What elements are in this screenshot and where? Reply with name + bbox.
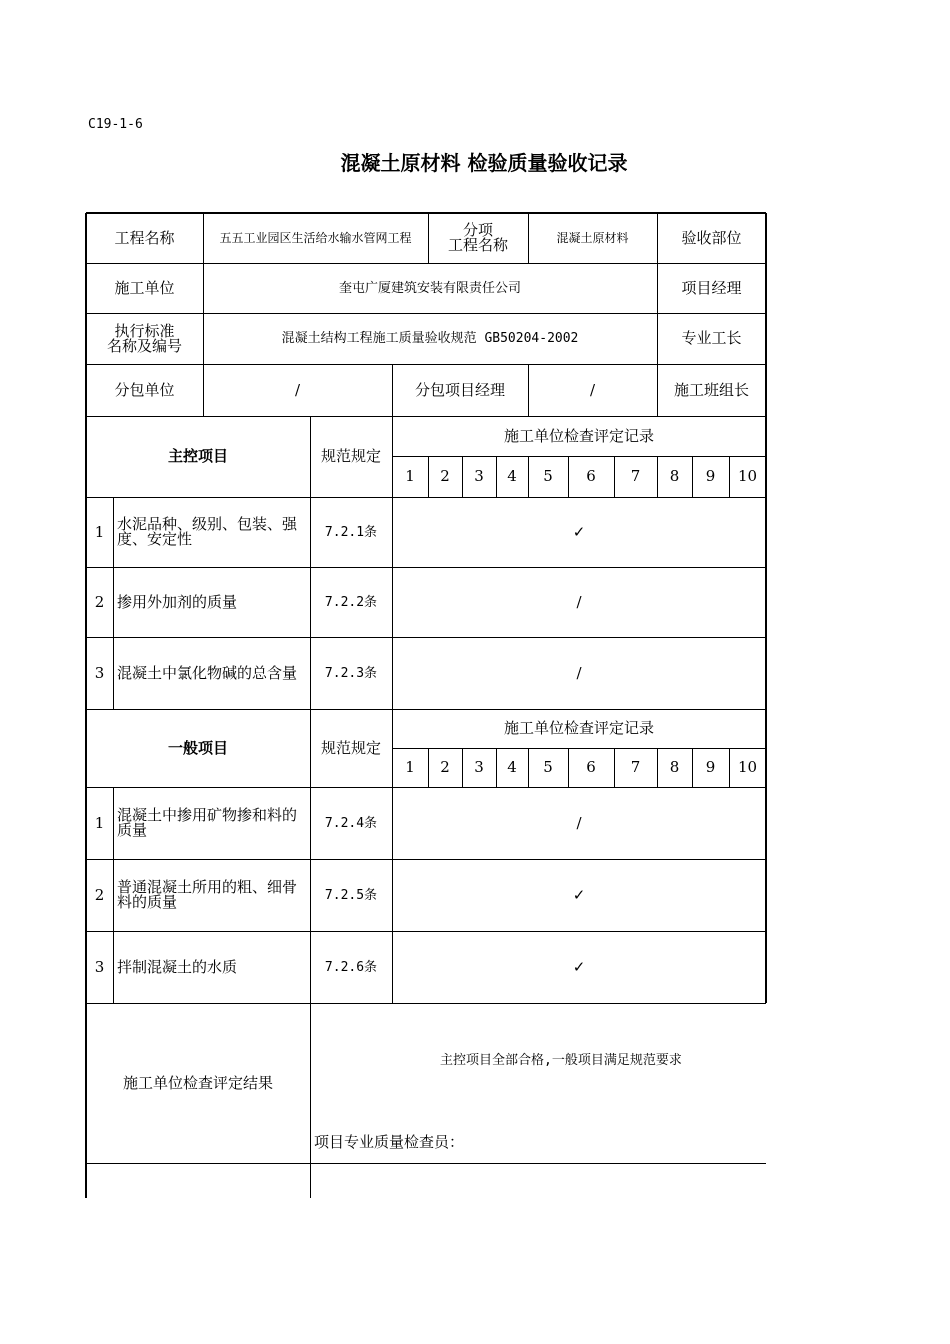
form-code: C19-1-6	[88, 117, 143, 132]
general-record-label: 施工单位检查评定记录	[503, 719, 654, 737]
general-item-result: /	[576, 813, 582, 832]
standard-value: 混凝土结构工程施工质量验收规范 GB50204-2002	[281, 331, 579, 346]
main-control-item-result: /	[576, 663, 582, 682]
general-col-header: 2	[440, 758, 450, 776]
general-item-result: ✓	[572, 957, 586, 976]
general-col-header: 3	[474, 758, 484, 776]
general-col-header: 8	[669, 758, 680, 776]
construction-unit-value: 奎屯广厦建筑安装有限责任公司	[338, 280, 521, 296]
main-control-item-no: 2	[94, 592, 105, 611]
project-manager-label: 项目经理	[681, 278, 742, 297]
general-item-spec: 7.2.5条	[324, 887, 378, 903]
main-control-col-header: 7	[630, 467, 641, 485]
inspector-label: 项目专业质量检查员：	[314, 1133, 465, 1151]
general-item-name: 混凝土中掺用矿物掺和料的质量	[117, 806, 298, 839]
project-name-label: 工程名称	[114, 228, 175, 247]
general-item-no: 1	[94, 813, 105, 832]
general-item-name: 拌制混凝土的水质	[117, 957, 238, 976]
subcontractor-label: 分包单位	[114, 380, 175, 399]
general-col-header: 6	[586, 758, 596, 776]
main-control-section-label: 主控项目	[167, 447, 228, 465]
acceptance-part-label: 验收部位	[681, 228, 742, 247]
result-text: 主控项目全部合格,一般项目满足规范要求	[440, 1052, 682, 1068]
subitem-value: 混凝土原材料	[556, 230, 629, 245]
main-control-col-header: 3	[474, 467, 484, 485]
main-control-col-header: 4	[507, 467, 517, 485]
main-control-col-header: 10	[737, 467, 758, 485]
general-spec-label: 规范规定	[320, 738, 381, 757]
general-col-header: 4	[507, 758, 517, 776]
page-title: 混凝土原材料 检验质量验收记录	[340, 151, 628, 175]
main-control-item-no: 1	[94, 522, 105, 541]
general-item-spec: 7.2.4条	[324, 815, 378, 831]
main-control-col-header: 8	[669, 467, 680, 485]
construction-unit-label: 施工单位	[114, 278, 175, 297]
sub-pm-value: /	[589, 380, 596, 399]
main-control-col-header: 6	[586, 467, 596, 485]
main-control-col-header: 2	[440, 467, 450, 485]
general-col-header: 10	[737, 758, 758, 776]
main-control-item-name: 水泥品种、级别、包装、强度、安定性	[117, 515, 298, 548]
main-control-col-header: 1	[405, 467, 415, 485]
team-leader-label: 施工班组长	[673, 380, 749, 399]
foreman-label: 专业工长	[681, 329, 742, 347]
general-col-header: 5	[543, 758, 553, 776]
general-item-no: 2	[94, 885, 105, 904]
main-control-col-header: 5	[543, 467, 553, 485]
main-control-item-spec: 7.2.3条	[324, 665, 378, 681]
main-control-spec-label: 规范规定	[320, 447, 381, 465]
general-item-spec: 7.2.6条	[324, 959, 378, 975]
general-section-label: 一般项目	[167, 738, 228, 757]
subitem-label: 分项 工程名称	[447, 221, 508, 254]
main-control-item-spec: 7.2.1条	[324, 524, 378, 540]
result-label: 施工单位检查评定结果	[122, 1073, 273, 1092]
standard-label: 执行标准 名称及编号	[106, 321, 182, 355]
main-control-item-name: 混凝土中氯化物碱的总含量	[117, 663, 298, 682]
sub-pm-label: 分包项目经理	[414, 380, 505, 399]
table-border	[86, 1163, 766, 1164]
main-control-record-label: 施工单位检查评定记录	[503, 426, 654, 445]
main-control-item-spec: 7.2.2条	[324, 594, 378, 610]
main-control-item-result: ✓	[572, 522, 586, 541]
general-item-no: 3	[94, 957, 105, 976]
main-control-item-name: 掺用外加剂的质量	[117, 592, 238, 611]
main-control-item-result: /	[576, 592, 582, 611]
general-col-header: 7	[630, 758, 641, 776]
general-item-name: 普通混凝土所用的粗、细骨料的质量	[117, 878, 298, 911]
main-control-col-header: 9	[705, 467, 716, 485]
general-col-header: 9	[705, 758, 716, 776]
main-control-item-no: 3	[94, 663, 105, 682]
general-col-header: 1	[405, 758, 415, 776]
project-name-value: 五五工业园区生活给水输水管网工程	[219, 230, 412, 245]
general-item-result: ✓	[572, 885, 586, 904]
subcontractor-value: /	[294, 380, 301, 399]
